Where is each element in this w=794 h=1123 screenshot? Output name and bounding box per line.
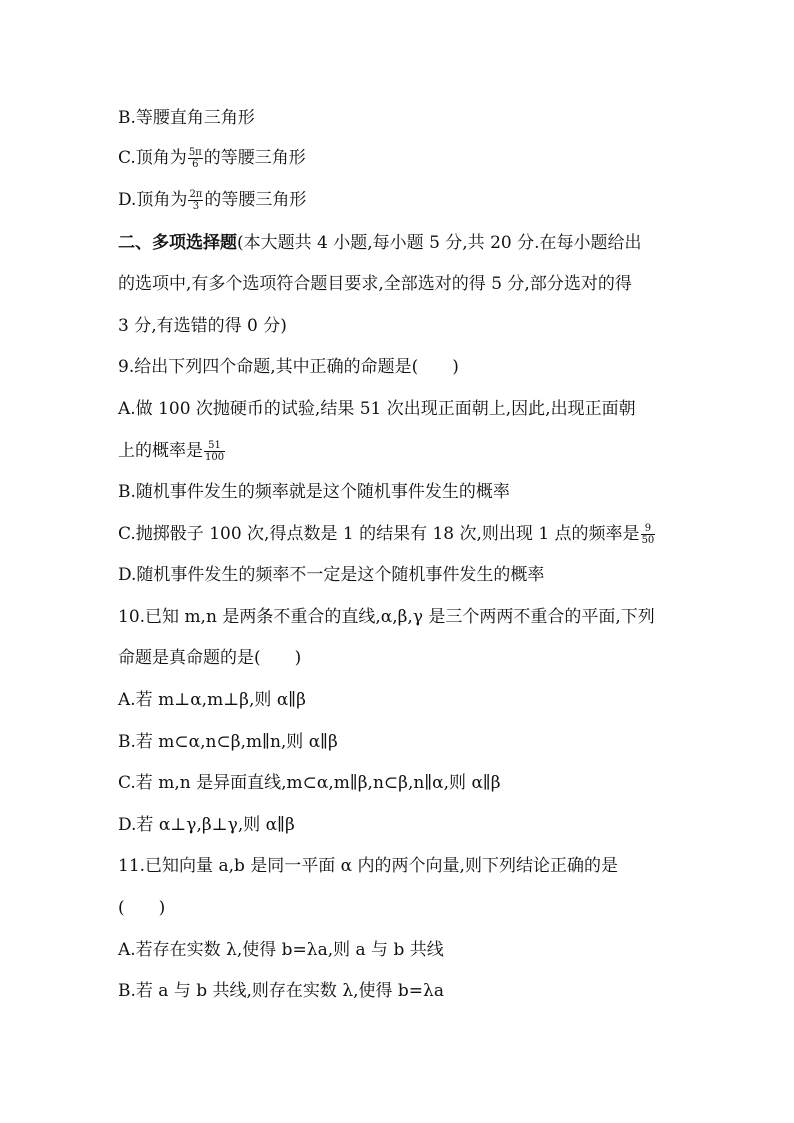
denominator: 50 <box>641 535 655 546</box>
option-text: B.随机事件发生的频率就是这个随机事件发生的概率 <box>118 482 510 502</box>
fraction <box>641 523 656 546</box>
question-text: 10.已知 m,n 是两条不重合的直线,α,β,γ 是三个两两不重合的平面,下列 <box>118 607 655 627</box>
question-9 <box>118 356 459 378</box>
fraction <box>188 147 203 170</box>
question-text: 11.已知向量 a,b 是同一平面 α 内的两个向量,则下列结论正确的是 <box>118 856 618 876</box>
section-2-heading <box>118 232 642 254</box>
option-text: B.若 a 与 b 共线,则存在实数 λ,使得 b=λa <box>118 981 444 1001</box>
section-description: (本大题共 4 小题,每小题 5 分,共 20 分.在每小题给出 <box>237 233 642 253</box>
option-text: D.若 α⊥γ,β⊥γ,则 α∥β <box>118 815 295 835</box>
option-9a-cont <box>118 440 226 463</box>
option-8c <box>118 147 306 170</box>
question-text: 命题是真命题的是( ) <box>118 648 302 668</box>
option-10b <box>118 731 338 753</box>
option-text: A.若存在实数 λ,使得 b=λa,则 a 与 b 共线 <box>118 940 444 960</box>
option-9b <box>118 481 510 503</box>
option-9c <box>118 523 656 546</box>
option-9d <box>118 564 544 586</box>
option-text: 的等腰三角形 <box>204 190 307 210</box>
option-text: B.若 m⊂α,n⊂β,m∥n,则 α∥β <box>118 732 338 752</box>
fraction <box>188 189 203 212</box>
option-8b <box>118 107 255 129</box>
denominator: 100 <box>205 452 225 463</box>
question-10-cont <box>118 647 301 669</box>
numerator: 2π <box>189 189 203 200</box>
option-text: D.随机事件发生的频率不一定是这个随机事件发生的概率 <box>118 565 545 585</box>
option-10d <box>118 814 295 836</box>
option-11b <box>118 980 444 1002</box>
question-text: 9.给出下列四个命题,其中正确的命题是( ) <box>118 357 459 377</box>
option-9a <box>118 398 636 420</box>
numerator: 9 <box>641 523 656 535</box>
section-description: 的选项中,有多个选项符合题目要求,全部选对的得 5 分,部分选对的得 <box>118 274 632 294</box>
fraction <box>204 440 225 463</box>
section-title: 二、多项选择题 <box>118 233 237 253</box>
option-text: B.等腰直角三角形 <box>118 108 255 128</box>
denominator: 3 <box>192 201 200 212</box>
option-text: A.做 100 次抛硬币的试验,结果 51 次出现正面朝上,因此,出现正面朝 <box>118 399 636 419</box>
question-10 <box>118 606 655 628</box>
option-10a <box>118 689 306 711</box>
section-2-description <box>118 273 632 295</box>
denominator: 6 <box>192 159 199 170</box>
option-text: C.顶角为 <box>118 148 187 168</box>
section-description: 3 分,有选错的得 0 分) <box>118 316 287 336</box>
question-text: ( ) <box>118 898 166 918</box>
option-text: A.若 m⊥α,m⊥β,则 α∥β <box>118 690 306 710</box>
option-11a <box>118 939 444 961</box>
option-10c <box>118 772 501 794</box>
option-text: C.若 m,n 是异面直线,m⊂α,m∥β,n⊂β,n∥α,则 α∥β <box>118 773 501 793</box>
option-8d <box>118 189 306 212</box>
option-text: C.抛掷骰子 100 次,得点数是 1 的结果有 18 次,则出现 1 点的频率是 <box>118 524 640 544</box>
option-text: 的等腰三角形 <box>203 148 306 168</box>
question-11-cont <box>118 897 165 919</box>
question-11 <box>118 855 618 877</box>
numerator: 5π <box>188 147 202 158</box>
numerator: 51 <box>204 440 225 452</box>
option-text: D.顶角为 <box>118 190 188 210</box>
section-2-description <box>118 315 287 337</box>
option-text: 上的概率是 <box>118 441 203 461</box>
